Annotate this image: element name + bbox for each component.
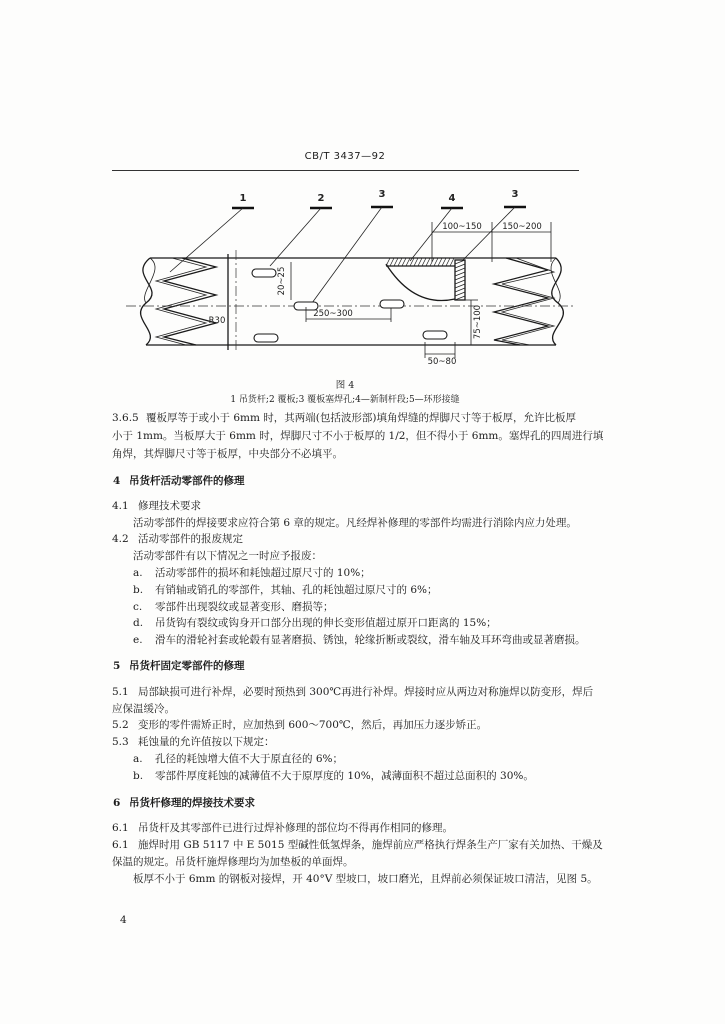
clause-4-1-body: 活动零部件的焊接要求应符合第 6 章的规定。凡经焊补修理的零部件均需进行消除内应力处理。 <box>133 517 577 529</box>
section-number: 4 <box>113 475 121 487</box>
hatch-line <box>402 258 406 266</box>
list-item <box>133 752 343 766</box>
hatch-line <box>455 264 465 268</box>
hatch-line <box>455 268 465 272</box>
hatch-line <box>455 276 465 280</box>
hatch-line <box>442 258 446 266</box>
callout-label-2: 2 <box>317 193 325 204</box>
clause-4-2-heading <box>112 532 243 546</box>
clause-3-6-5-line-1 <box>112 411 576 425</box>
list-item-text: 孔径的耗蚀增大值不大于原直径的 6%； <box>155 753 343 765</box>
clause-title: 活动零部件的报废规定 <box>138 533 243 545</box>
hatch-line <box>386 258 390 266</box>
dimension-text-hole-offset: 50~80 <box>427 357 457 367</box>
clause-number: 3.6.5 <box>112 412 139 424</box>
clause-number: 6.1 <box>112 839 129 851</box>
hatch-line <box>438 258 442 266</box>
hatch-line <box>455 280 465 284</box>
plug-hole-slot <box>254 334 278 342</box>
list-item-text: 滑车的滑轮衬套或轮毂有显著磨损、锈蚀，轮缘折断或裂纹，滑车轴及耳环弯曲或显著磨损。 <box>155 634 586 646</box>
section-number: 6 <box>113 797 121 809</box>
section-title: 吊货杆固定零部件的修理 <box>129 660 245 672</box>
list-item-text: 吊货钩有裂纹或钩身开口部分出现的伸长变形值超过原开口距离的 15%； <box>155 617 497 629</box>
clause-text: 局部缺损可进行补焊，必要时预热到 300℃再进行补焊。焊接时应从两边对称施焊以防变形，焊后 <box>138 686 594 698</box>
header-rule <box>112 170 579 171</box>
clause-text: 覆板厚等于或小于 6mm 时，其两端(包括波形部)填角焊缝的焊脚尺寸等于板厚，允许比板厚 <box>146 412 576 424</box>
list-item-label: a. <box>133 753 143 765</box>
callout-label-1: 1 <box>239 193 247 204</box>
hatch-line <box>455 292 465 296</box>
new-segment-outline <box>386 264 455 301</box>
hatch-line <box>446 258 450 266</box>
clause-text: 施焊时用 GB 5117 中 E 5015 型碱性低氢焊条，施焊前应严格执行焊条生产厂家有关加热、干燥及 <box>138 839 603 851</box>
clause-5-1-line-2: 应保温缓冷。 <box>112 703 175 715</box>
plug-hole-slot <box>252 269 276 277</box>
clause-title: 修理技术要求 <box>138 500 201 512</box>
clause-6-1b-line-2: 保温的规定。吊货杆施焊修理均为加垫板的单面焊。 <box>112 856 354 868</box>
callout-label-4: 4 <box>448 193 456 204</box>
list-item <box>133 600 334 614</box>
hatch-line <box>455 284 465 288</box>
list-item-text: 零部件出现裂纹或显著变形、磨损等； <box>155 601 334 613</box>
list-item-label: d. <box>133 617 144 629</box>
clause-6-1b-line-1 <box>112 838 603 852</box>
clause-5-3 <box>112 735 275 749</box>
standard-code-header: CB/T 3437—92 <box>304 151 386 162</box>
section-number: 5 <box>113 660 121 672</box>
hatch-line <box>398 258 402 266</box>
clause-number: 4.2 <box>112 533 129 545</box>
callout-label-3: 3 <box>378 189 386 200</box>
figure-4-drawing <box>110 185 580 375</box>
clause-3-6-5-line-2: 小于 1mm。当板厚大于 6mm 时，焊脚尺寸不小于板厚的 1/2，但不得小于 6mm。塞焊孔的四周进行填 <box>112 430 604 442</box>
hatch-line <box>422 258 426 266</box>
hatch-line <box>414 258 418 266</box>
clause-4-2-intro: 活动零部件有以下情况之一时应予报废： <box>133 550 322 562</box>
list-item-label: b. <box>133 770 144 782</box>
figure-title: 图 4 <box>335 380 355 391</box>
list-item-text: 有销轴或销孔的零部件，其轴、孔的耗蚀超过原尺寸的 6%； <box>155 584 438 596</box>
page-number: 4 <box>120 914 127 926</box>
plug-hole-slot <box>423 331 447 339</box>
break-line-left <box>141 258 152 345</box>
callout-leader-4 <box>410 208 452 261</box>
clause-4-1-heading <box>112 499 201 513</box>
list-item-text: 零部件厚度耗蚀的减薄值不大于原厚度的 10%，减薄面积不超过总面积的 30%。 <box>155 770 534 782</box>
clause-5-1-line-1 <box>112 685 593 699</box>
list-item-label: e. <box>133 634 143 646</box>
clause-text: 耗蚀量的允许值按以下规定： <box>138 736 275 748</box>
hatch-line <box>455 288 465 292</box>
break-line-right <box>552 258 564 345</box>
clause-number: 5.2 <box>112 719 129 731</box>
hatch-line <box>390 258 394 266</box>
hatch-line <box>418 258 422 266</box>
list-item-label: c. <box>133 601 143 613</box>
callout-leader-1 <box>170 208 243 272</box>
section-5-heading <box>113 659 245 673</box>
clause-number: 5.3 <box>112 736 129 748</box>
callout-label-5: 3 <box>511 189 519 200</box>
dimension-text-hole-pitch: 250~300 <box>313 309 353 319</box>
list-item <box>133 769 534 783</box>
callout-leader-3 <box>312 207 382 303</box>
section-title: 吊货杆活动零部件的修理 <box>129 475 245 487</box>
hatch-line <box>394 258 398 266</box>
hatch-line <box>434 258 438 266</box>
section-6-heading <box>113 796 255 810</box>
hatch-line <box>406 258 410 266</box>
list-item-text: 活动零部件的损坏和耗蚀超过原尺寸的 10%； <box>155 567 371 579</box>
dimension-text-hole-gap: 20~25 <box>277 266 287 296</box>
plug-hole-slot <box>380 300 404 308</box>
list-item <box>133 616 497 630</box>
clause-text: 变形的零件需矫正时，应加热到 600～700℃，然后，再加压力逐步矫正。 <box>138 719 488 731</box>
hatch-line <box>450 258 454 266</box>
clause-5-2 <box>112 718 487 732</box>
dimension-text-seam-height: 75~100 <box>473 304 483 340</box>
dimension-text-overlap-a: 100~150 <box>442 222 482 232</box>
clause-3-6-5-line-3: 角焊，其焊脚尺寸等于板厚，中央部分不必填平。 <box>112 448 343 460</box>
clause-6-1 <box>112 821 453 835</box>
butt-weld-paragraph: 板厚不小于 6mm 的钢板对接焊，开 40°V 型坡口，坡口磨光，且焊前必须保证坡口清洁，见图 5。 <box>133 873 598 885</box>
callout-leader-2 <box>270 208 321 266</box>
list-item-label: a. <box>133 567 143 579</box>
list-item-label: b. <box>133 584 144 596</box>
clause-number: 4.1 <box>112 500 129 512</box>
cover-plate-wave-left <box>164 258 216 345</box>
clause-text: 吊货杆及其零部件已进行过焊补修理的部位均不得再作相同的修理。 <box>138 822 453 834</box>
section-title: 吊货杆修理的焊接技术要求 <box>129 797 255 809</box>
list-item <box>133 583 438 597</box>
hatch-line <box>426 258 430 266</box>
figure-legend: 1 吊货杆;2 覆板;3 覆板塞焊孔;4—新制杆段;5—环形接缝 <box>230 395 460 405</box>
list-item <box>133 633 586 647</box>
clause-number: 5.1 <box>112 686 129 698</box>
dimension-text-radius: R30 <box>208 316 226 326</box>
hatch-line <box>410 258 414 266</box>
section-4-heading <box>113 474 245 488</box>
list-item <box>133 566 371 580</box>
dimension-text-overlap-b: 150~200 <box>502 222 542 232</box>
callout-leader-5 <box>462 207 515 261</box>
hatch-line <box>455 272 465 276</box>
clause-number: 6.1 <box>112 822 129 834</box>
